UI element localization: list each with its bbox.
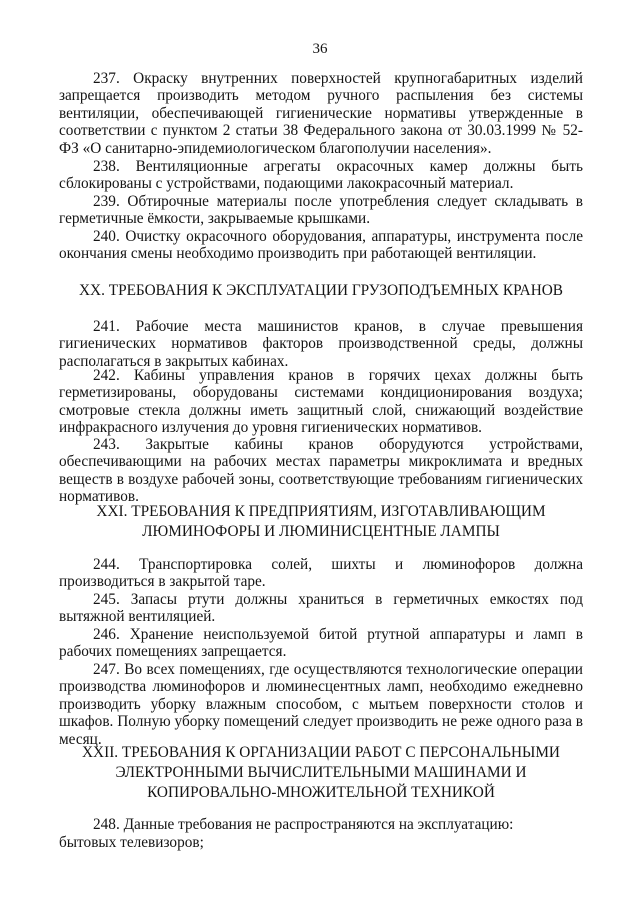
paragraph-238: 238. Вентиляционные агрегаты окрасочных камер должны быть сблокированы с устройствами, подающими лакокрасочный материал. (59, 158, 583, 193)
paragraph-247: 247. Во всех помещениях, где осуществляются технологические операции производства люминофоров и люминесцентных ламп, необходимо ежедневно производить уборку влажным способом, с мытьем поверхности столов и шкафов. Полную уборку помещений следует производить не реже одного раза в месяц. (59, 661, 583, 748)
paragraph-244: 244. Транспортировка солей, шихты и люминофоров должна производиться в закрытой таре. (59, 556, 583, 591)
section-heading-22-line-2: ЭЛЕКТРОННЫМИ ВЫЧИСЛИТЕЛЬНЫМИ МАШИНАМИ И (115, 764, 527, 781)
section-heading-21-line-2: ЛЮМИНОФОРЫ И ЛЮМИНИСЦЕНТНЫЕ ЛАМПЫ (142, 523, 500, 540)
section-heading-22 (59, 743, 583, 803)
paragraph-240: 240. Очистку окрасочного оборудования, аппаратуры, инструмента после окончания смены необходимо производить при работающей вентиляции. (59, 228, 583, 263)
section-heading-20: XX. ТРЕБОВАНИЯ К ЭКСПЛУАТАЦИИ ГРУЗОПОДЪЕМНЫХ КРАНОВ (78, 282, 564, 299)
paragraph-241: 241. Рабочие места машинистов кранов, в случае превышения гигиенических нормативов факторов производственной среды, должны располагаться в закрытых кабинах. (59, 318, 583, 370)
list-item: бытовых телевизоров; (59, 834, 204, 851)
section-heading-21-line-1: XXI. ТРЕБОВАНИЯ К ПРЕДПРИЯТИЯМ, ИЗГОТАВЛИВАЮЩИМ (96, 503, 546, 520)
paragraph-248: 248. Данные требования не распространяются на эксплуатацию: (93, 816, 514, 833)
paragraph-239: 239. Обтирочные материалы после употребления следует складывать в герметичные ёмкости, закрываемые крышками. (59, 193, 583, 228)
page-number: 36 (312, 41, 328, 57)
paragraph-243: 243. Закрытые кабины кранов оборудуются устройствами, обеспечивающими на рабочих местах параметры микроклимата и вредных веществ в воздухе рабочей зоны, соответствующие требованиям гигиенических нормативов. (59, 436, 583, 506)
paragraph-245: 245. Запасы ртути должны храниться в герметичных емкостях под вытяжной вентиляцией. (59, 591, 583, 626)
paragraph-246: 246. Хранение неиспользуемой битой ртутной аппаратуры и ламп в рабочих помещениях запрещается. (59, 626, 583, 661)
section-heading-21 (59, 502, 583, 542)
section-heading-22-line-3: КОПИРОВАЛЬНО-МНОЖИТЕЛЬНОЙ ТЕХНИКОЙ (147, 784, 495, 801)
paragraph-242: 242. Кабины управления кранов в горячих цехах должны быть герметизированы, оборудованы системами кондиционирования воздуха; смотровые стекла должны иметь защитный слой, снижающий воздействие инфракрасного излучения до уровня гигиенических нормативов. (59, 367, 583, 437)
section-heading-22-line-1: XXII. ТРЕБОВАНИЯ К ОРГАНИЗАЦИИ РАБОТ С ПЕРСОНАЛЬНЫМИ (82, 744, 560, 761)
paragraph-237: 237. Окраску внутренних поверхностей крупногабаритных изделий запрещается производить методом ручного распыления без системы вентиляции, обеспечивающей гигиенические нормативы утвержденные в соответствии с пунктом 2 статьи 38 Федерального закона от 30.03.1999 № 52-ФЗ «О санитарно-эпидемиологическом благополучии населения». (59, 70, 583, 157)
